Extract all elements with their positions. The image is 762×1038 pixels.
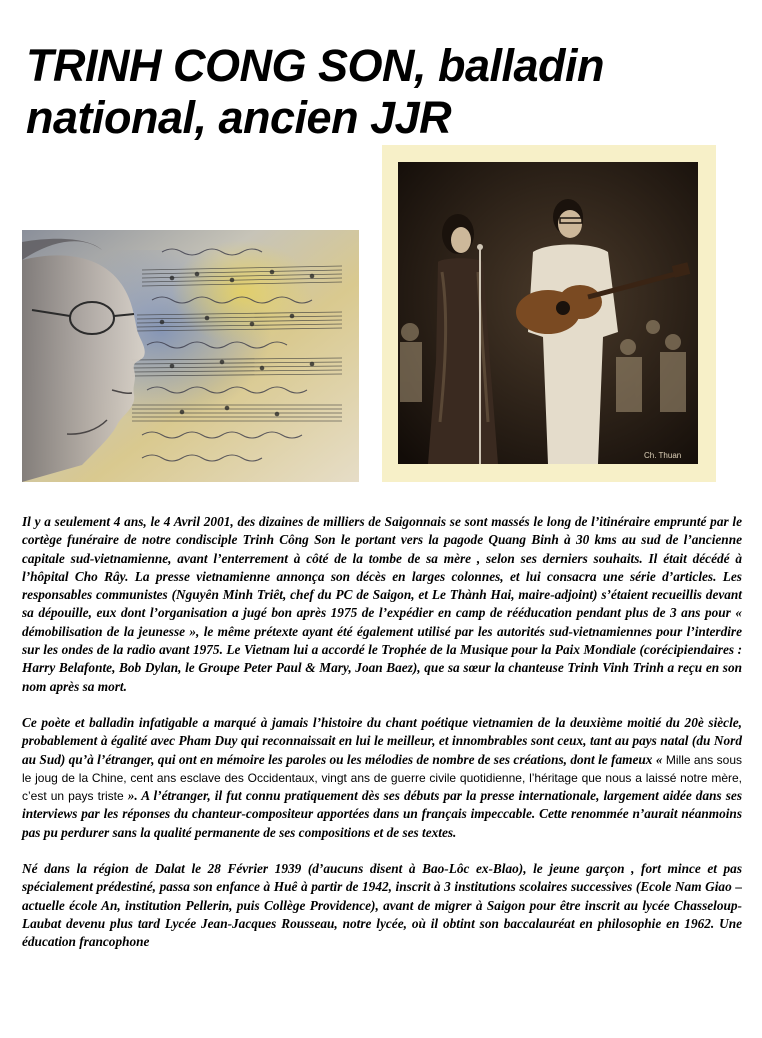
performance-photo-frame bbox=[382, 145, 716, 482]
paragraph-2 bbox=[22, 714, 742, 842]
performance-photo-graphic bbox=[398, 162, 698, 464]
song-quote: Mille ans sous le joug de la Chine, cent ans esclave des Occidentaux, vingt ans de guerre civile quotidienne, l’héritage que nous a laissé notre mère, c’est un pays triste bbox=[22, 752, 742, 804]
paragraph-3: Né dans la région de Dalat le 28 Février 1939 (d’aucuns disent à Bao-Lôc ex-Blao), le jeune garçon , fort mince et pas spécialement prédestiné, passa son enfance à Huê à partir de 1942, inscrit à 3 institutions scolaires successives (Ecole Nam Giao – actuelle école An, institution Pellerin, puis Collège Providence), avant de migrer à Saigon pour être inscrit au lycée Chasseloup-Laubat devenu plus tard Lycée Jean-Jacques Rousseau, notre lycée, où il obtint son baccalauréat en philosophie en 1962. Une éducation francophone bbox=[22, 861, 742, 950]
performance-photo-image bbox=[398, 162, 698, 464]
photo-credit: Ch. Thuan bbox=[644, 451, 682, 460]
paragraph-2-rest: ». A l’étranger, il fut connu pratiquement dès ses débuts par la presse internationale, largement aidée dans ses interviews par les réponses du chanteur-compositeur apportées dans un français impeccable. Cette renommée n’aurait néanmoins pas pu perdurer sans la qualité permanente de ses compositions et de ses textes. bbox=[22, 788, 743, 840]
paragraph-2-lead: Ce poète et balladin infatigable a marqué à jamais l’histoire du chant poétique vietnamien de la deuxième moitié du 20è siècle, probablement à égalité avec Pham Duy qui reconnaissait en lui le meilleur, et innombrables sont ceux, tant au pays natal (du Nord au Sud) qu’à l’étranger, qui ont en mémoire les paroles ou les mélodies de nombre de ses créations, dont le fameux « bbox=[22, 714, 742, 767]
article-body bbox=[22, 513, 742, 970]
portrait-painting-graphic bbox=[22, 230, 359, 482]
article-title: TRINH CONG SON, balladin national, ancien JJR bbox=[26, 40, 605, 143]
paragraph-1: Il y a seulement 4 ans, le 4 Avril 2001, des dizaines de milliers de Saigonnais se sont massés le long de l’itinéraire emprunté par le cortège funéraire de notre condisciple Trinh Công Son le portant vers la pagode Quang Binh à 30 kms au sud de l’ancienne capitale sud-vietnamienne, avant l’enterrement à côté de la tombe de sa mère , selon ses derniers souhaits. Il était décédé à l’hôpital Cho Rây. La presse vietnamienne annonça son décès en larges colonnes, et lui consacra une série d’articles. Les responsables communistes (Nguyên Minh Triêt, chef du PC de Saigon, et Le Thành Hai, maire-adjoint) s’étaient recueillis devant sa dépouille, eux dont l’organisation a jugé bon après 1975 de l’expédier en camp de rééducation pendant plus de 3 ans pour « démobilisation de la jeunesse », le même prétexte ayant été également utilisé par les autorités sud-vietnamiennes pour l’interdire sur les ondes de la radio avant 1975. Le Vietnam lui a accordé le Trophée de la Musique pour la Paix Mondiale (corécipiendaires : Harry Belafonte, Bob Dylan, le Groupe Peter Paul & Mary, Joan Baez), que sa sœur la chanteuse Trinh Vinh Trinh a reçu en son nom après sa mort. bbox=[22, 514, 742, 694]
portrait-painting-image bbox=[22, 230, 359, 482]
